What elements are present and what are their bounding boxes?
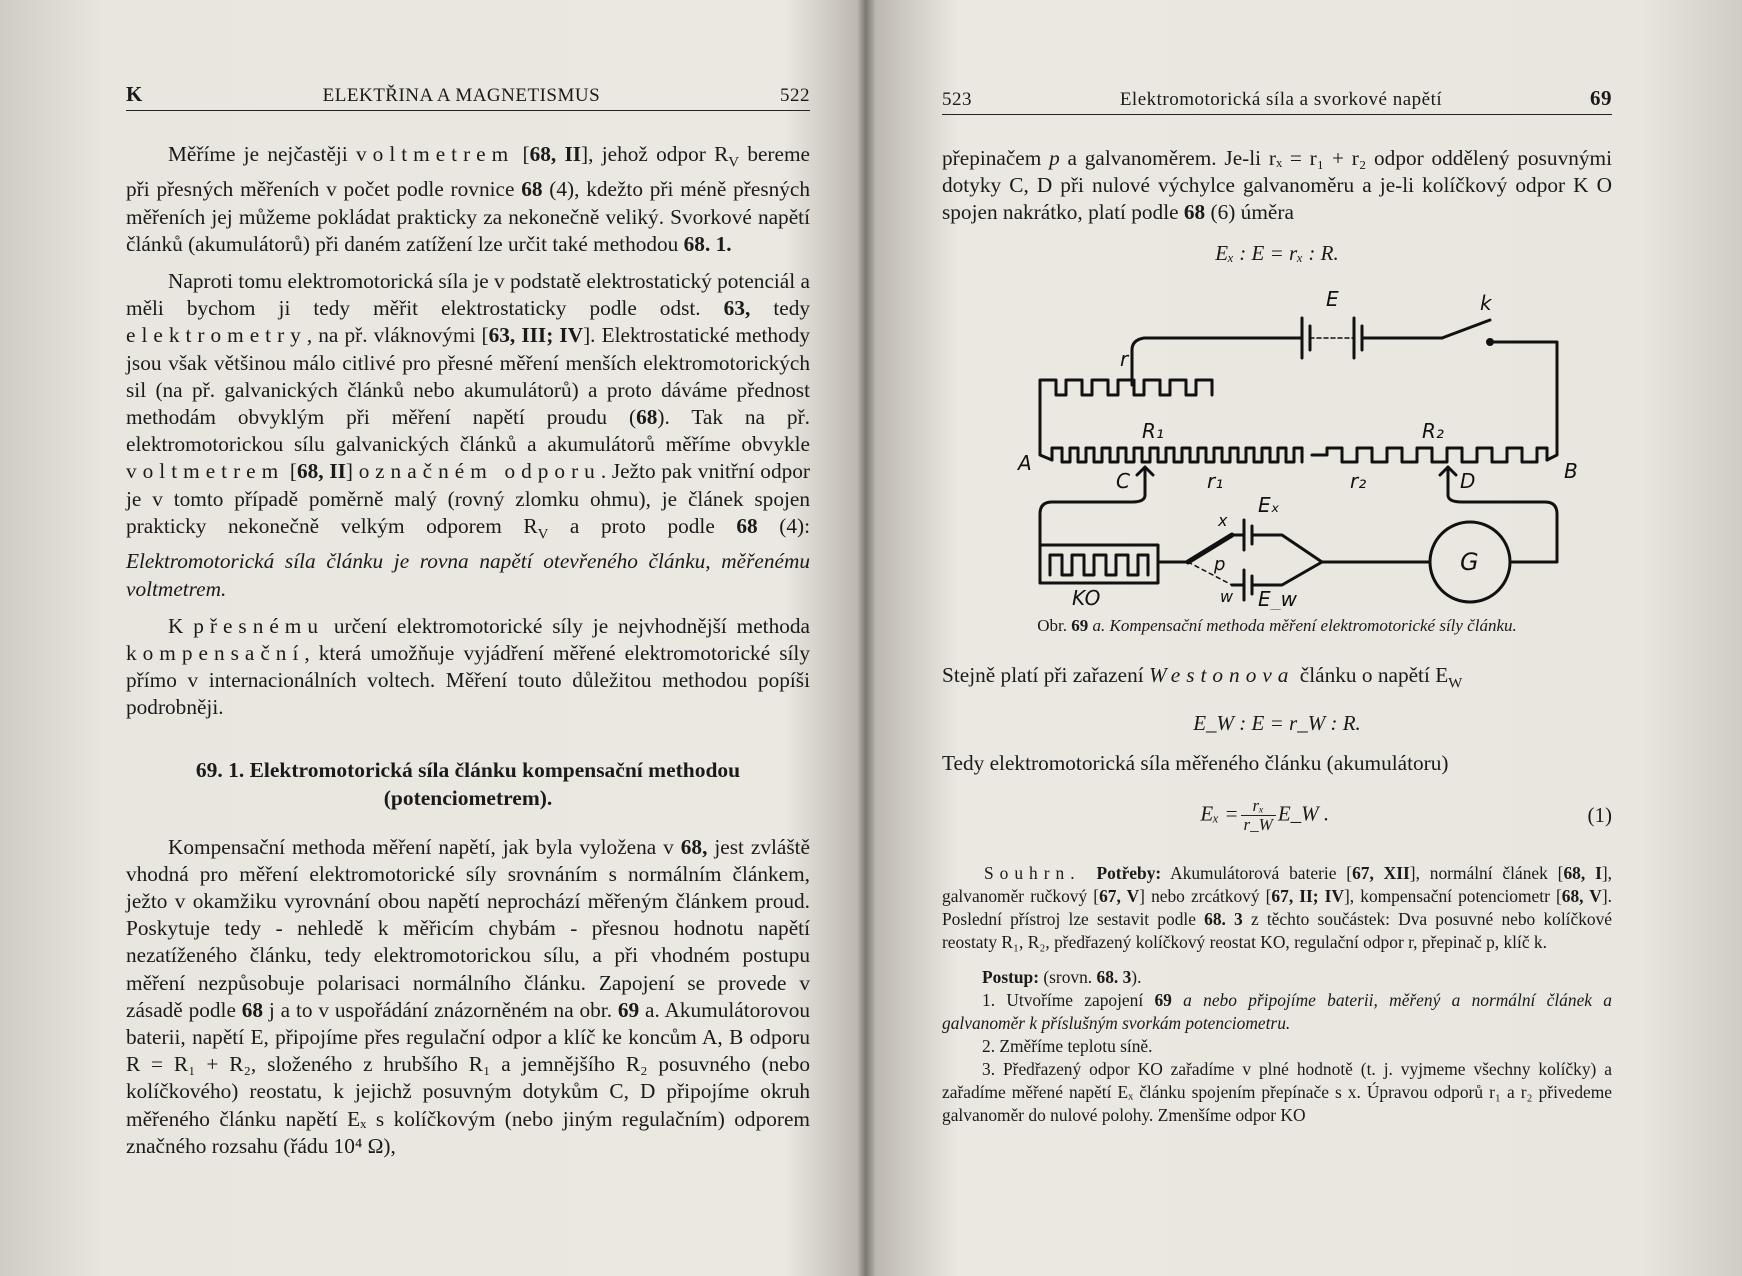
header-page-number: 522	[779, 85, 810, 106]
equation-emf	[942, 797, 1612, 834]
equation-emf-expression: Eₓ = $\frac{\text{rₓ}}{r\_W}$ E_W .	[1200, 796, 1330, 835]
fraction: $\frac{\text{rₓ}}{r\_W}$	[1241, 797, 1276, 834]
section-title: 69. 1. Elektromotorická síla článku kompensační methodou (potenciometrem).	[195, 757, 741, 810]
label-key: k	[1480, 290, 1492, 315]
procedure-step-1: 1. Utvoříme zapojení 69 a nebo připojíme baterii, měřený a normální článek a galvanoměr k příslušným svorkám potenciometru.	[942, 990, 1612, 1034]
summary-requirements: Souhrn. Potřeby: Akumulátorová baterie [67, XII], normální článek [68, I], galvanoměr ručkový [67, V] nebo zrcátkový [67, II; IV], kompensační potenciometr [68, V]. Poslední přístroj lze sestavit podle 68. 3 z těchto součástek: Dva posuvné nebo kolíčkové reostaty R₁, R₂, předřazený kolíčkový reostat KO, regulační odpor r, přepinač p, klíč k.	[942, 863, 1613, 953]
label-G: G	[1460, 547, 1479, 576]
label-r: r	[1120, 346, 1129, 371]
label-C: C	[1116, 468, 1130, 493]
label-Ew: E_w	[1258, 586, 1297, 610]
paragraph-compensation-intro: K přesnému určení elektromotorické síly je nejvhodnější methoda kompensační, která umožňuje vyjádření měřené elektromotorické síly přímo v internacionálních voltech. Měření touto důležitou methodou popíši podrobněji.	[126, 613, 810, 720]
paragraph-weston: Stejně platí při zařazení Westonova článku o napětí $E_W$	[942, 662, 1463, 691]
paragraph-electrostatic: Naproti tomu elektromotorická síla je v podstatě elektrostatický potenciál a měli bychom ji tedy měřit elektrostaticky podle odst. 63, tedy elektrometry, na př. vláknovými [63, III; IV]. Elektrostatické methody jsou však většinou málo citlivé pro přesné měření menších elektromotorických sil (na př. galvanických článků nebo akumulátorů) a proto dáváme přednost methodám obvyklým při měření napětí proudu (68). Tak na př. elektromotorickou sílu galvanických článků a akumulátorů měříme obvykle voltmetrem [68, II] o značném odporu. Ježto pak vnitřní odpor je v tomto případě poměrně malý (rovný zlomku ohmu), je článek spojen prakticky nekonečně velkým odporem $R_V$ a proto podle 68 (4): Elektromotorická síla článku je rovna napětí otevřeného článku, měřenému voltmetrem.	[126, 269, 810, 601]
label-R2: R₂	[1422, 418, 1444, 443]
paragraph-voltmeter: Měříme je nejčastěji voltmetrem [68, II], jehož odpor $R_V$ bereme při přesných měřeních v počet podle rovnice 68 (4), kdežto při méně přesných měřeních jej můžeme pokládat prakticky za nekonečně veliký. Svorkové napětí článků (akumulátorů) při daném zatížení lze určit také methodou 68. 1.	[126, 142, 810, 256]
header-section-number: 69	[1589, 86, 1612, 110]
label-p: p	[1214, 553, 1226, 575]
circuit-figure	[942, 280, 1612, 610]
left-running-header	[126, 82, 810, 111]
header-title: ELEKTŘINA A MAGNETISMUS	[322, 85, 601, 106]
label-Ex: Eₓ	[1258, 492, 1280, 517]
header-title: Elektromotorická síla a svorkové napětí	[1119, 89, 1443, 110]
label-w: w	[1220, 586, 1234, 606]
label-A: A	[1018, 450, 1032, 475]
circuit-diagram	[982, 280, 1622, 610]
equation-weston: E_W : E = r_W : R.	[1193, 711, 1361, 736]
figure-caption: Obr. 69 a. Kompensační methoda měření elektromotorické síly článku.	[1037, 615, 1517, 635]
right-page	[862, 0, 1742, 1276]
left-page	[0, 0, 860, 1276]
label-r1: r₁	[1207, 468, 1224, 493]
label-KO: KO	[1072, 585, 1101, 610]
paragraph-proportion: přepinačem p a galvanoměrem. Je-li rₓ = r₁ + r₂ odpor oddělený posuvnými dotyky C, D při nulové výchylce galvanoměru a je-li kolíčkový odpor K O spojen nakrátko, platí podle 68 (6) úměra	[942, 146, 1612, 225]
paragraph-conclusion: Tedy elektromotorická síla měřeného článku (akumulátoru)	[942, 751, 1449, 776]
procedure-step-2: 2. Změříme teplotu síně.	[982, 1036, 1153, 1057]
equation-proportion: Eₓ : E = rₓ : R.	[1215, 240, 1339, 265]
equation-number: (1)	[1587, 803, 1612, 828]
header-letter: K	[126, 82, 143, 106]
procedure-heading: Postup: (srovn. 68. 3).	[982, 967, 1142, 988]
label-D: D	[1460, 468, 1476, 493]
label-B: B	[1564, 458, 1578, 483]
label-R1: R₁	[1142, 418, 1164, 443]
right-running-header	[942, 86, 1612, 115]
procedure-step-3: 3. Předřazený odpor KO zařadíme v plné hodnotě (t. j. vyjmeme všechny kolíčky) a zařadíme měřené napětí Eₓ článku spojením přepínače s x. Úpravou odporů r₁ a r₂ přivedeme galvanoměr do nulové polohy. Zmenšíme odpor KO	[942, 1059, 1612, 1126]
label-r2: r₂	[1350, 468, 1367, 493]
header-page-number: 523	[942, 89, 972, 110]
label-x: x	[1218, 510, 1228, 530]
paragraph-compensation-method: Kompensační methoda měření napětí, jak byla vyložena v 68, jest zvláště vhodná pro měření elektromotorické síly srovnáním s normálním článkem, ježto v okamžiku vyrovnání obou napětí neprochází měřeným článkem proud. Poskytuje tedy - nehledě k měřicím chybám - přesnou hodnotu napětí nezatíženého článku, tedy elektromotorickou sílu, a při vhodném postupu měření nezpůsobuje polarisaci normálního článku. Zapojení se provede v zásadě podle 68 j a to v uspořádání znázorněném na obr. 69 a. Akumulátorovou baterii, napětí E, připojíme přes regulační odpor a klíč ke koncům A, B odporu R = R₁ + R₂, složeného z hrubšího R₁ a jemnějšího R₂ posuvného (nebo kolíčkového) reostatu, k jejichž posuvným dotykům C, D připojíme okruh měřeného článku napětí Eₓ s kolíčkovým (nebo jiným regulačním) odporem značného rozsahu (řádu 10⁴ Ω),	[126, 834, 811, 1158]
label-battery: E	[1326, 286, 1339, 311]
